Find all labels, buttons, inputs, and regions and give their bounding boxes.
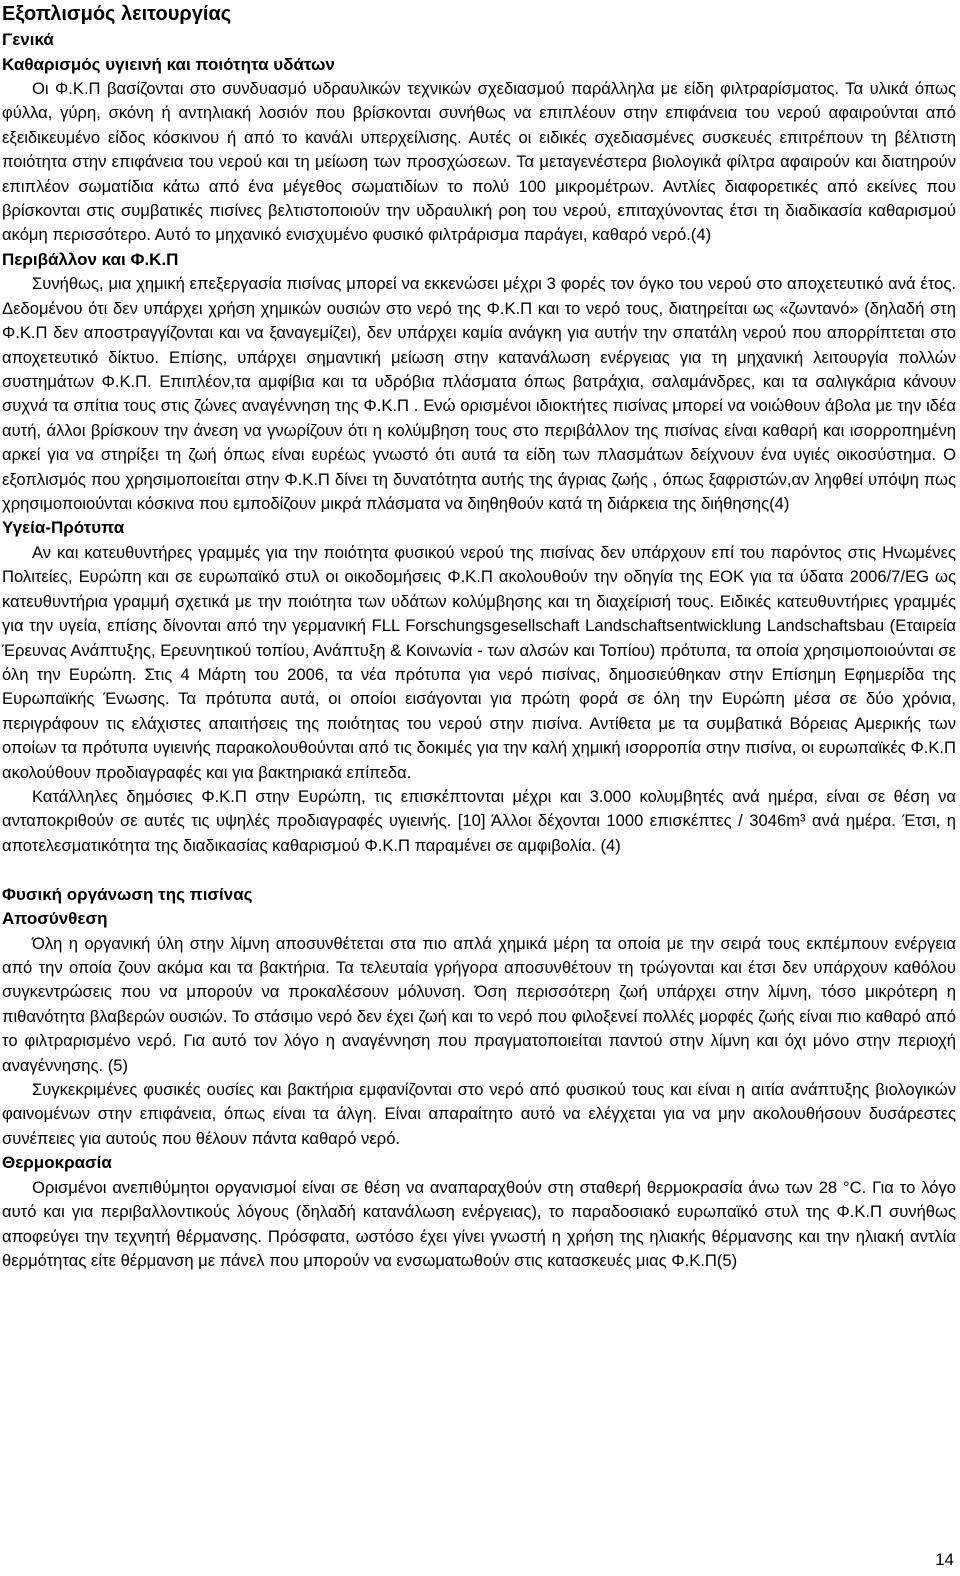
subsection-heading: Αποσύνθεση — [2, 909, 108, 929]
body-paragraph: Συνήθως, μια χημική επεξεργασία πισίνας μπορεί να εκκενώσει μέχρι 3 φορές τον όγκο του νερού στο αποχετευτικό ανά έτος. Δεδομένου ότι δεν υπάρχει χρήση χημικών ουσιών στο νερό της Φ.Κ.Π και το νερό τους, διατηρείται ως «ζωντανό» (δηλαδή στη Φ.Κ.Π δεν αποστραγγίζονται και να ξαναγεμίζει), δεν υπάρχει καμία ανάγκη για αυτήν την σπατάλη νερού που απορρίπτεται στο αποχετευτικό δίκτυο. Επίσης, υπάρχει σημαντική μείωση στην κατανάλωση ενέργειας για τη μηχανική λειτουργία πολλών συστημάτων Φ.Κ.Π. Επιπλέον,τα αμφίβια και τα υδρόβια πλάσματα όπως βατράχια, σαλαμάνδρες, και τα σαλιγκάρια κάνουν συχνά τα σπίτια τους στις ζώνες αναγέννηση της Φ.Κ.Π . Ενώ ορισμένοι ιδιοκτήτες πισίνας μπορεί να νοιώθουν άβολα με την ιδέα αυτή, άλλοι βρίσκουν την άνεση να γνωρίζουν ότι η κολύμβηση τους στο περιβάλλον της πισίνας είναι καθαρή και ισορροπημένη αρκεί για να στηρίξει τη ζωή όπως είναι ευρέως γνωστό ότι αυτά τα είδη των πλασμάτων δείχνουν ένα υγιές οικοσύστημα. Ο εξοπλισμός που χρησιμοποιείται στην Φ.Κ.Π δίνει τη δυνατότητα αυτής της άγριας ζωής , όπως ξαφριστών,αν ληφθεί υπόψη πως χρησιμοποιούνται κόσκινα που εμποδίζουν μικρά πλάσματα να διηθηθούν κατά τη διάρκεια της διήθησης(4) — [2, 274, 956, 513]
body-paragraph: Αν και κατευθυντήρες γραμμές για την ποιότητα φυσικού νερού της πισίνας δεν υπάρχουν επί του παρόντος στις Ηνωμένες Πολιτείες, Ευρώπη και σε ευρωπαϊκό στυλ οι οικοδομήσεις Φ.Κ.Π ακολουθούν την οδηγία της ΕΟΚ για τα ύδατα 2006/7/EG ως κατευθυντήρια γραμμή σχετικά με την ποιότητα των υδάτων κολύμβησης και τη διαχείρισή τους. Ειδικές κατευθυντήριες γραμμές για την υγεία, επίσης δίνονται από την γερμανική FLL Forschungsgesellschaft Landschaftsentwicklung Landschaftsbau (Εταιρεία Έρευνας Ανάπτυξης, Ερευνητικού τοπίου, Ανάπτυξη & Κοινωνία - των αλσών και Τοπίου) πρότυπα, τα οποία χρησιμοποιούνται σε όλη την Ευρώπη. Στις 4 Μάρτη του 2006, τα νέα πρότυπα για νερό πισίνας, δημοσιεύθηκαν στην Επίσημη Εφημερίδα της Ευρωπαϊκής Ένωσης. Τα πρότυπα αυτά, οι οποίοι εισάγονται για πρώτη φορά σε όλη την Ευρώπη μέσα σε δύο χρόνια, περιγράφουν τις ελάχιστες απαιτήσεις της ποιότητας του νερού στην πισίνα. Αντίθετα με τα συμβατικά Βόρειας Αμερικής των οποίων τα πρότυπα υγιεινής παρακολουθούνται από τις δοκιμές για την καλή χημική ισορροπία στην πισίνα, οι ευρωπαϊκές Φ.Κ.Π ακολούθουν προδιαγραφές και για βακτηριακά επίπεδα. — [2, 542, 956, 782]
body-paragraph: Όλη η οργανική ύλη στην λίμνη αποσυνθέτεται στα πιο απλά χημικά μέρη τα οποία με την σειρά τους εκπέμπουν ενέργεια από την οποία ζουν ακόμα και τα βακτήρια. Τα τελευταία γρήγορα αποσυνθέτουν τη τρώγονται και έτσι δεν υπάρχουν καθόλου συγκεντρώσεις που να μπορούν να προκαλέσουν μόλυνση. Όση περισσότερη ζωή υπάρχει στην λίμνη, τόσο μικρότερη η πιθανότητα βλαβερών ουσιών. Το στάσιμο νερό δεν έχει ζωή και το νερό που φιλοξενεί πολλές μορφές ζωής είναι πιο καθαρό από το φιλτραρισμένο νερό. Για αυτό τον λόγο η αναγέννηση που πραγματοποιείται παντού στην λίμνη και όχι μόνο στην περιοχή αναγέννησης. (5) — [2, 933, 956, 1075]
subsection-heading: Περιβάλλον και Φ.Κ.Π — [2, 249, 179, 269]
subsection-heading: Καθαρισμός υγιεινή και ποιότητα υδάτων — [2, 54, 335, 74]
subsection-heading: Θερμοκρασία — [2, 1153, 112, 1173]
section-heading: Εξοπλισμός λειτουργίας — [2, 3, 232, 25]
paragraph-spacer — [2, 858, 956, 882]
body-paragraph: Οι Φ.Κ.Π βασίζονται στο συνδυασμό υδραυλικών τεχνικών σχεδιασμού παράλληλα με είδη φιλτραρίσματος. Τα υλικά όπως φύλλα, γύρη, σκόνη ή αντηλιακή λοσιόν που βρίσκονται συνήθως να επιπλέουν στην επιφάνεια του νερού αφαιρούνται από εξειδικευμένο είδος κόσκινου ή από το κανάλι υπερχείλισης. Αυτές οι ειδικές σχεδιασμένες συσκευές επιτρέπουν τη βέλτιστη ποιότητα στην επιφάνεια του νερού και τη μείωση των προσχώσεων. Τα μεταγενέστερα βιολογικά φίλτρα αφαιρούν και διατηρούν επιπλέον σωματίδια κάτω από ένα μέγεθος σωματιδίων το πολύ 100 μικρομέτρων. Αντλίες διαφορετικές από εκείνες που βρίσκονται στις συμβατικές πισίνες βελτιστοποιούν την υδραυλική ροη του νερού, επιταχύνοντας έτσι τη διαδικασία καθαρισμού ακόμη περισσότερο. Αυτό το μηχανικό ενισχυμένο φυσικό φιλτράρισμα παράγει, καθαρό νερό.(4) — [2, 79, 956, 245]
subsection-heading: Φυσική οργάνωση της πισίνας — [2, 884, 253, 904]
body-paragraph: Συγκεκριμένες φυσικές ουσίες και βακτήρια εμφανίζονται στο νερό από φυσικού τους και είναι η αιτία ανάπτυξης βιολογικών φαινομένων στην επιφάνεια, όπως είναι τα άλγη. Είναι απαραίτητο αυτό να ελέγχεται για να μην ακολουθήσουν δυσάρεστες συνέπειες για αυτούς που θέλουν πάντα καθαρό νερό. — [2, 1080, 956, 1148]
page-number: 14 — [935, 1550, 954, 1569]
body-paragraph: Κατάλληλες δημόσιες Φ.Κ.Π στην Ευρώπη, τις επισκέπτονται μέχρι και 3.000 κολυμβητές ανά ημέρα, είναι σε θέση να ανταποκριθούν σε αυτές τις υψηλές προδιαγραφές υγιεινής. [10] Άλλοι δέχονται 1000 επισκέπτες / 3046m³ ανά ημέρα. Έτσι, η αποτελεσματικότητα της διαδικασίας καθαρισμού Φ.Κ.Π παραμένει σε αμφιβολία. (4) — [2, 786, 956, 855]
document-body — [2, 0, 956, 1273]
subsection-heading: Υγεία-Πρότυπα — [2, 518, 125, 538]
body-paragraph: Ορισμένοι ανεπιθύμητοι οργανισμοί είναι σε θέση να αναπαραχθούν στη σταθερή θερμοκρασία άνω των 28 °C. Για το λόγο αυτό και για περιβαλλοντικούς λόγους (δηλαδή κατανάλωση ενέργειας), το παραδοσιακό ευρωπαϊκό στυλ της Φ.Κ.Π συνήθως αποφεύγει την τεχνητή θέρμανσης. Πρόσφατα, ωστόσο έχει γίνει γνωστή η χρήση της ηλιακής θέρμανσης και την ηλιακή αντλία θερμότητας είτε θέρμανση με πάνελ που μπορούν να ενσωματωθούν στις κατασκευές μιας Φ.Κ.Π(5) — [2, 1177, 956, 1270]
subsection-heading: Γενικά — [2, 30, 54, 49]
